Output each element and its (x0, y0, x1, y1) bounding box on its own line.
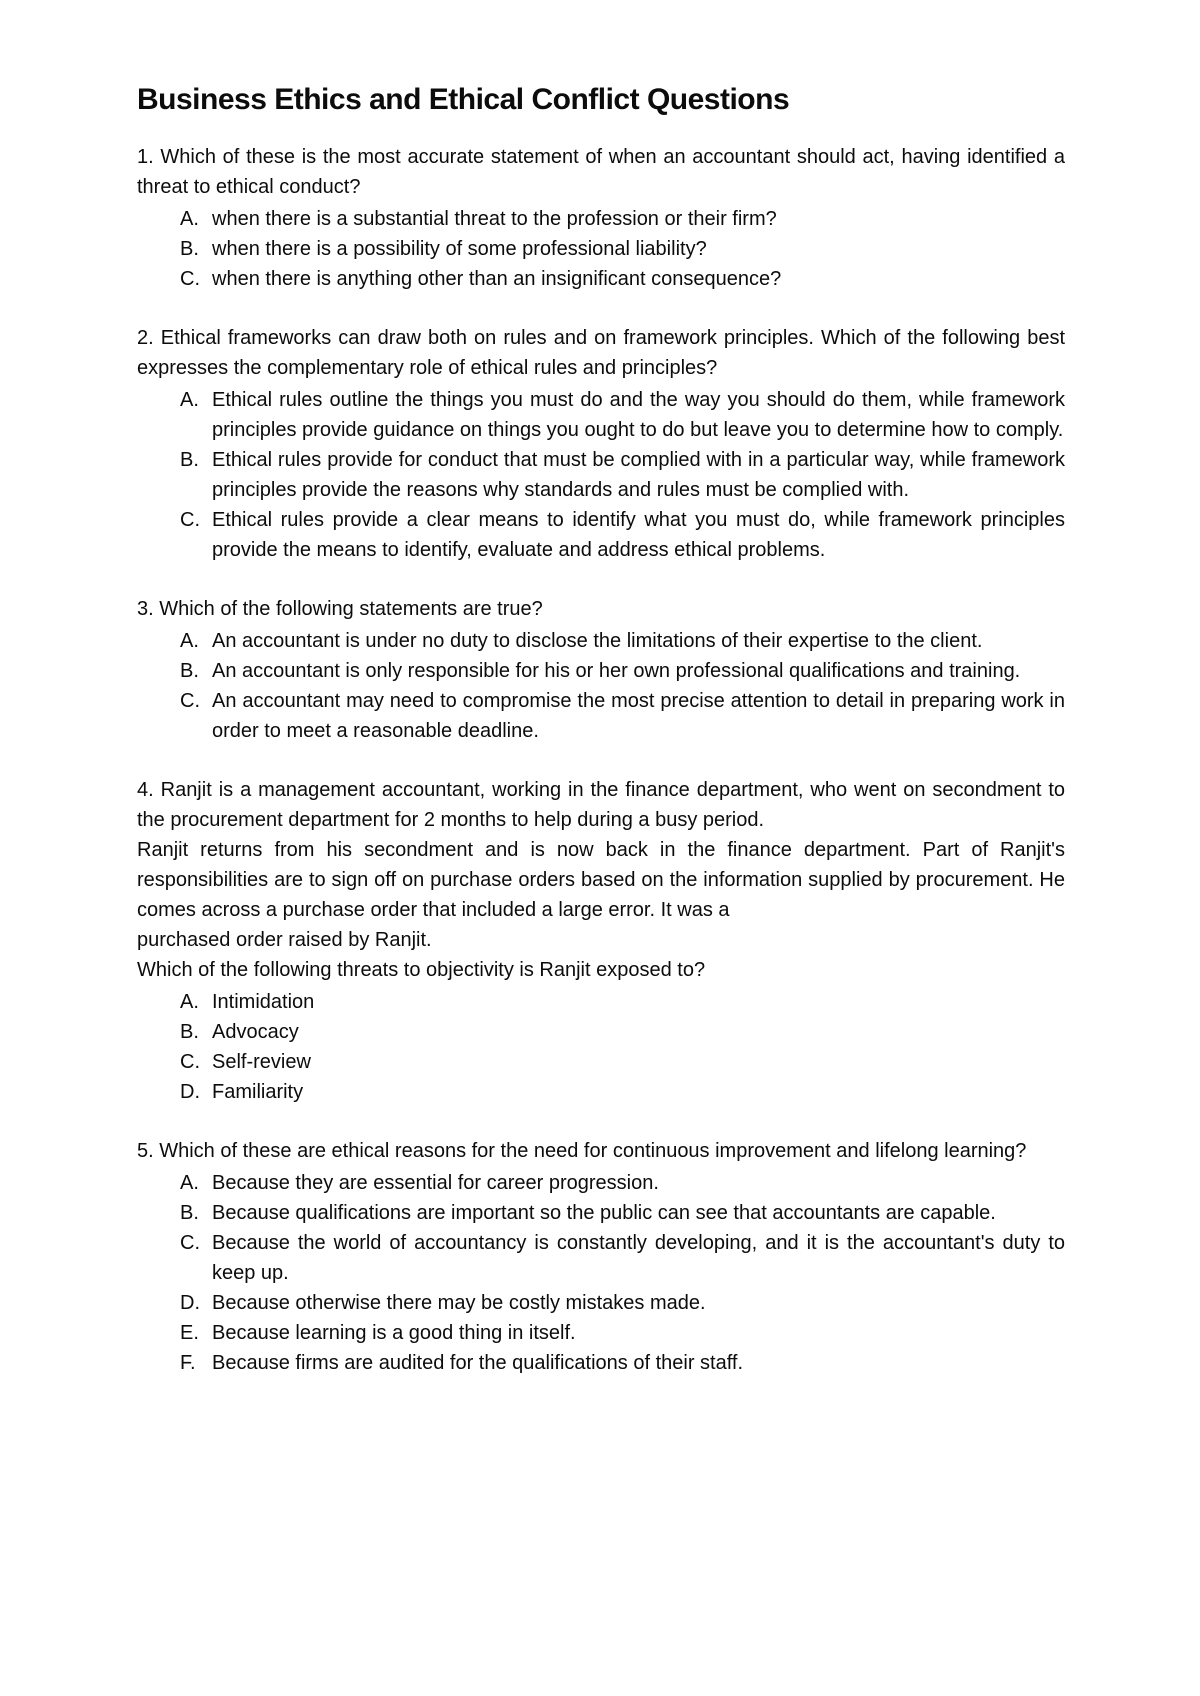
question-2-options (137, 385, 1065, 565)
option-text: Ethical rules provide a clear means to identify what you must do, while framework principles provide the means to identify, evaluate and address ethical problems. (212, 509, 1065, 561)
question-5-text: 5. Which of these are ethical reasons for the need for continuous improvement and lifelong learning? (137, 1140, 1027, 1162)
option-item (137, 1318, 1065, 1348)
option-letter: E. (180, 1322, 199, 1344)
option-letter: B. (180, 1202, 199, 1224)
option-item (137, 445, 1065, 505)
option-letter: A. (180, 389, 199, 411)
option-item (137, 234, 1065, 264)
option-item (137, 1198, 1065, 1228)
option-text: An accountant may need to compromise the most precise attention to detail in preparing work in order to meet a reasonable deadline. (212, 690, 1065, 742)
option-item (137, 656, 1065, 686)
question-4-text: 4. Ranjit is a management accountant, working in the finance department, who went on secondment to the procurement department for 2 months to help during a busy period. (137, 779, 1065, 831)
option-letter: B. (180, 1021, 199, 1043)
option-letter: A. (180, 630, 199, 652)
option-letter: C. (180, 1051, 200, 1073)
option-letter: C. (180, 509, 200, 531)
option-item (137, 1348, 1065, 1378)
question-2-text: 2. Ethical frameworks can draw both on rules and on framework principles. Which of the following best expresses the complementary role of ethical rules and principles? (137, 327, 1065, 379)
option-letter: B. (180, 238, 199, 260)
question-3 (137, 594, 1065, 746)
question-2 (137, 323, 1065, 565)
question-1-text: 1. Which of these is the most accurate statement of when an accountant should act, having identified a threat to ethical conduct? (137, 146, 1065, 198)
question-4-text: purchased order raised by Ranjit. (137, 929, 432, 951)
option-text: when there is a possibility of some professional liability? (212, 238, 707, 260)
option-text: Self-review (212, 1051, 311, 1073)
option-text: Because learning is a good thing in itself. (212, 1322, 576, 1344)
option-text: Because otherwise there may be costly mistakes made. (212, 1292, 706, 1314)
question-4-options (137, 987, 1065, 1107)
option-text: when there is anything other than an insignificant consequence? (212, 268, 782, 290)
option-text: Ethical rules provide for conduct that must be complied with in a particular way, while framework principles provide the reasons why standards and rules must be complied with. (212, 449, 1065, 501)
option-item (137, 1228, 1065, 1288)
option-letter: A. (180, 991, 199, 1013)
option-letter: D. (180, 1081, 200, 1103)
option-item (137, 204, 1065, 234)
question-1-options (137, 204, 1065, 294)
option-letter: B. (180, 449, 199, 471)
option-item (137, 1047, 1065, 1077)
option-letter: C. (180, 1232, 200, 1254)
option-text: Advocacy (212, 1021, 299, 1043)
option-letter: F. (180, 1352, 196, 1374)
option-letter: A. (180, 208, 199, 230)
option-text: An accountant is only responsible for his or her own professional qualifications and training. (212, 660, 1021, 682)
option-item (137, 686, 1065, 746)
option-text: An accountant is under no duty to disclose the limitations of their expertise to the client. (212, 630, 983, 652)
option-letter: C. (180, 690, 200, 712)
option-text: Familiarity (212, 1081, 304, 1103)
option-text: Because the world of accountancy is constantly developing, and it is the accountant's duty to keep up. (212, 1232, 1065, 1284)
option-letter: B. (180, 660, 199, 682)
question-1 (137, 142, 1065, 294)
page-title: Business Ethics and Ethical Conflict Questions (137, 83, 790, 116)
option-item (137, 626, 1065, 656)
option-item (137, 505, 1065, 565)
option-text: Because qualifications are important so the public can see that accountants are capable. (212, 1202, 996, 1224)
option-letter: C. (180, 268, 200, 290)
option-item (137, 1168, 1065, 1198)
question-4-text: Which of the following threats to objectivity is Ranjit exposed to? (137, 959, 706, 981)
question-4 (137, 775, 1065, 1107)
option-text: Intimidation (212, 991, 315, 1013)
question-5-options (137, 1168, 1065, 1378)
option-letter: D. (180, 1292, 200, 1314)
option-item (137, 1017, 1065, 1047)
option-text: when there is a substantial threat to the profession or their firm? (212, 208, 777, 230)
option-item (137, 1077, 1065, 1107)
option-text: Ethical rules outline the things you must do and the way you should do them, while framework principles provide guidance on things you ought to do but leave you to determine how to comply. (212, 389, 1065, 441)
option-text: Because they are essential for career progression. (212, 1172, 659, 1194)
option-text: Because firms are audited for the qualifications of their staff. (212, 1352, 744, 1374)
question-5 (137, 1136, 1065, 1378)
question-4-text: Ranjit returns from his secondment and is now back in the finance department. Part of Ranjit's responsibilities are to sign off on purchase orders based on the information supplied by procurement. He comes across a purchase order that included a large error. It was a (137, 839, 1065, 921)
option-item (137, 385, 1065, 445)
question-3-options (137, 626, 1065, 746)
option-item (137, 264, 1065, 294)
question-3-text: 3. Which of the following statements are true? (137, 598, 543, 620)
option-letter: A. (180, 1172, 199, 1194)
option-item (137, 987, 1065, 1017)
option-item (137, 1288, 1065, 1318)
